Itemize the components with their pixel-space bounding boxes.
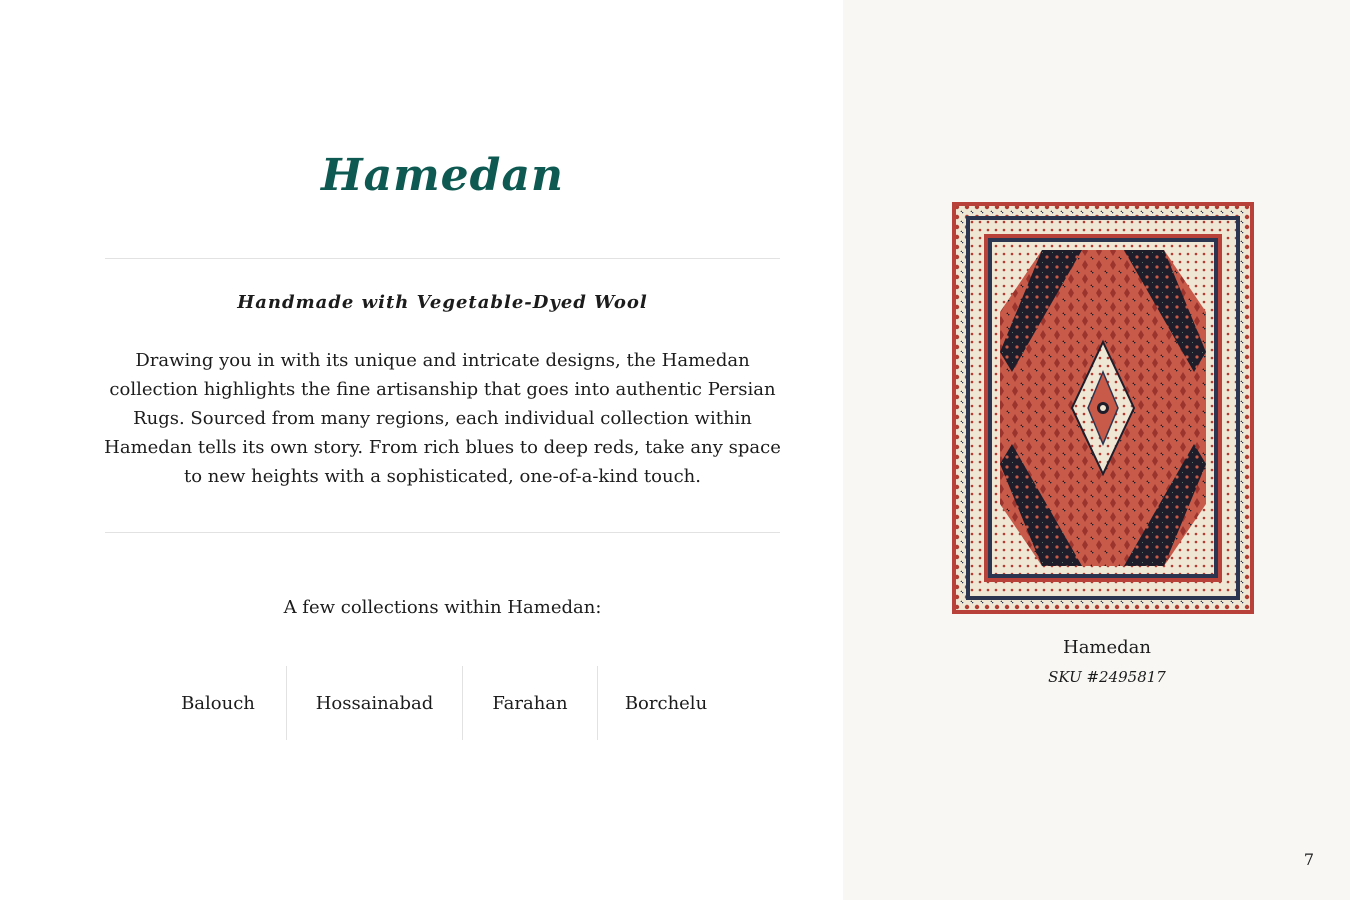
top-divider <box>105 258 780 259</box>
description <box>100 346 785 491</box>
description-line: Hamedan tells its own story. From rich blues to deep reds, take any space <box>104 437 781 458</box>
description-line: Rugs. Sourced from many regions, each individual collection within <box>133 408 752 429</box>
product-sku: SKU #2495817 <box>1048 668 1166 686</box>
collection-balouch: Balouch <box>181 692 255 714</box>
persian-rug-image <box>952 202 1254 614</box>
collection-borchelu: Borchelu <box>624 692 708 714</box>
collections-intro: A few collections within Hamedan: <box>283 597 602 618</box>
product-name: Hamedan <box>1063 637 1151 658</box>
page-title: Hamedan <box>321 150 564 201</box>
description-line: collection highlights the fine artisanship that goes into authentic Persian <box>109 379 776 400</box>
collection-farahan: Farahan <box>492 692 568 714</box>
description-line: to new heights with a sophisticated, one-of-a-kind touch. <box>184 466 701 487</box>
page-number: 7 <box>1303 850 1314 869</box>
collection-hossainabad: Hossainabad <box>315 692 434 714</box>
collections-list <box>0 666 885 740</box>
subtitle: Handmade with Vegetable-Dyed Wool <box>237 292 648 313</box>
bottom-divider <box>105 532 780 533</box>
description-line: Drawing you in with its unique and intricate designs, the Hamedan <box>135 350 750 371</box>
